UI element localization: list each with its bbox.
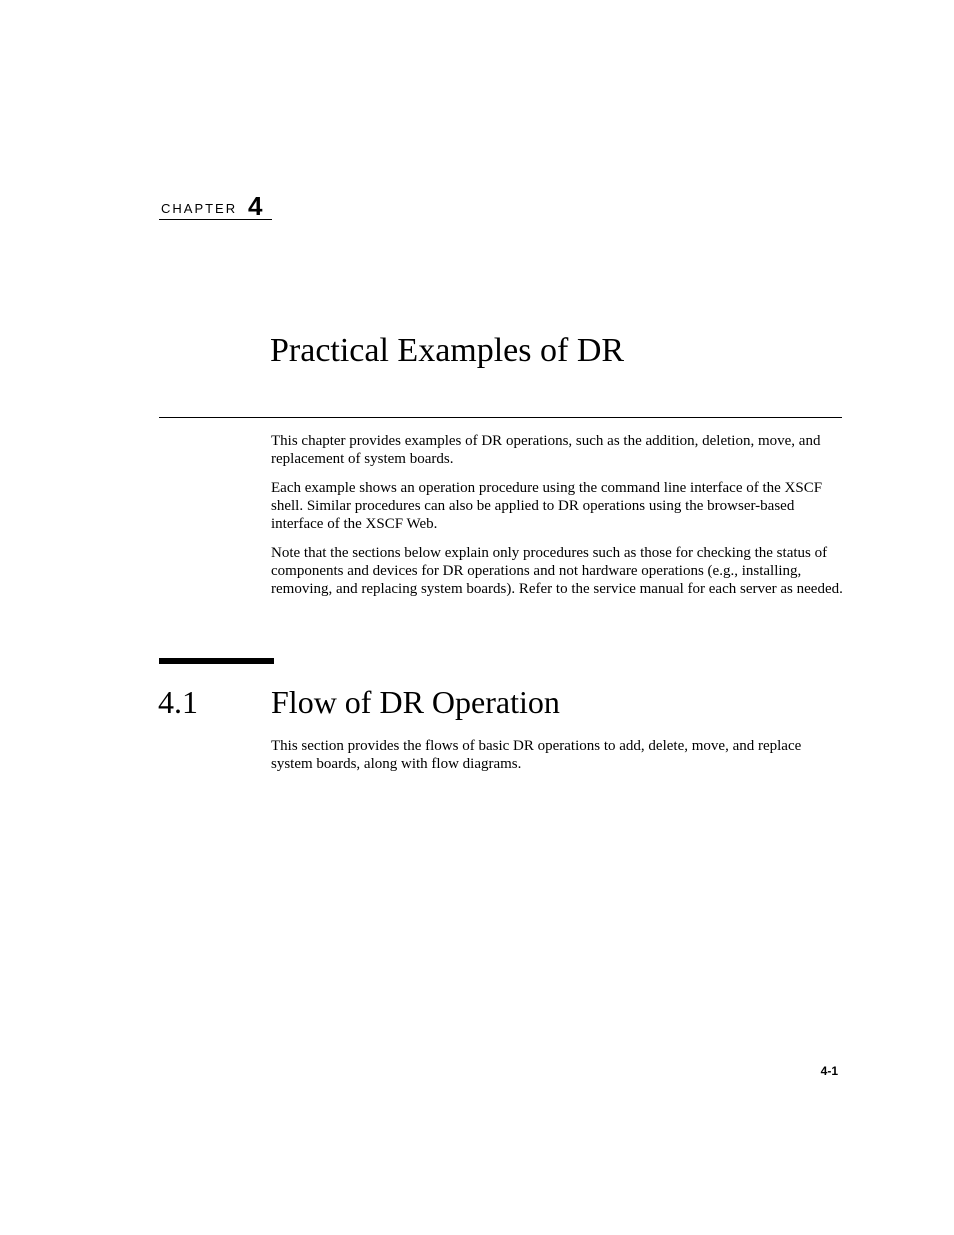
title-divider bbox=[159, 417, 842, 418]
chapter-word: CHAPTER bbox=[161, 201, 238, 216]
intro-paragraph: Note that the sections below explain only procedures such as those for checking the status of components and devices for DR operations and not hardware operations (e.g., installing, removing, and replacing system boards). Refer to the service manual for each server as needed. bbox=[271, 545, 843, 597]
section-paragraph: This section provides the flows of basic DR operations to add, delete, move, and replace system boards, along with flow diagrams. bbox=[271, 738, 802, 772]
chapter-label bbox=[159, 192, 272, 220]
intro-text bbox=[271, 432, 843, 609]
intro-paragraph: This chapter provides examples of DR operations, such as the addition, deletion, move, and replacement of system boards. bbox=[271, 433, 821, 467]
section-number: 4.1 bbox=[158, 684, 198, 720]
section-body bbox=[271, 737, 843, 784]
intro-paragraph: Each example shows an operation procedure using the command line interface of the XSCF shell. Similar procedures can also be applied to DR operations using the browser-based interface of the XSCF Web. bbox=[271, 480, 823, 532]
chapter-title: Practical Examples of DR bbox=[270, 332, 625, 369]
chapter-number: 4 bbox=[248, 191, 263, 221]
page-number: 4-1 bbox=[820, 1064, 838, 1078]
section-bar bbox=[159, 658, 274, 664]
section-title: Flow of DR Operation bbox=[271, 684, 560, 720]
